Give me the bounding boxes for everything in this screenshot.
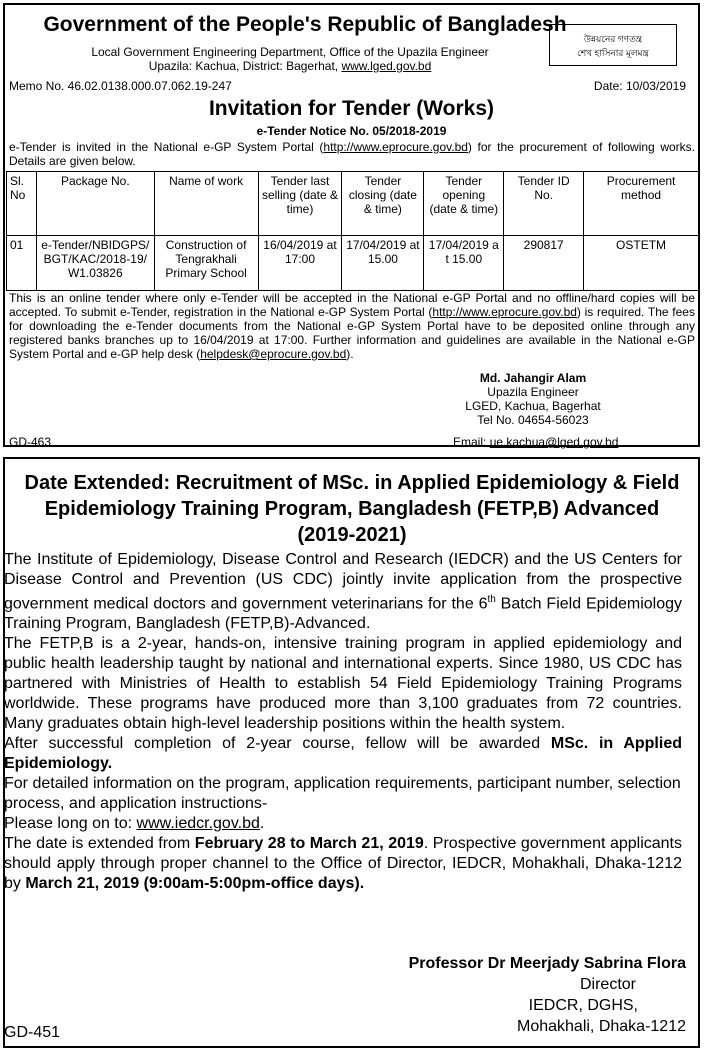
recruitment-signatory — [409, 953, 686, 1037]
table-header: Package No. — [36, 172, 154, 236]
intro-text-b: ) for the procurement of following works. Details are given below. — [9, 140, 695, 168]
table-cell: e-Tender/NBIDGPS/ BGT/KAC/2018-19/W1.03826 — [36, 236, 154, 291]
eprocure-link[interactable]: http://www.eprocure.gov.bd — [323, 140, 468, 154]
recruitment-body — [4, 550, 682, 894]
p3-text: After successful completion of 2-year course, fellow will be awarded — [4, 735, 551, 753]
table-header: Tender closing (date & time) — [342, 172, 424, 236]
extended-dates: February 28 to March 21, 2019 — [194, 835, 424, 853]
government-title: Government of the People's Republic of Bangladesh — [43, 13, 567, 36]
p5-text: Please long on to: — [4, 815, 137, 833]
paragraph — [4, 814, 682, 834]
tender-table — [6, 171, 699, 291]
tender-signatory — [453, 371, 613, 427]
notice-date: Date: 10/03/2019 — [593, 79, 686, 93]
paragraph: For detailed information on the program, application requirements, participant number, selection process, and application instructions- — [4, 775, 681, 813]
table-cell: OSTETM — [584, 236, 699, 291]
table-cell: 01 — [7, 236, 37, 291]
signatory-tel: Tel No. 04654-56023 — [477, 413, 589, 427]
table-header: Tender ID No. — [504, 172, 584, 236]
terms-text-c: ). — [346, 347, 354, 361]
degree-name: MSc. in Applied Epidemiology. — [4, 735, 682, 773]
signatory-org: IEDCR, DGHS, — [528, 997, 638, 1014]
intro-text-a: e-Tender is invited in the National e-GP System Portal ( — [9, 140, 324, 154]
memo-number: Memo No. 46.02.0138.000.07.062.19-247 — [9, 79, 232, 93]
lged-website-link[interactable]: www.lged.gov.bd — [341, 59, 432, 73]
paragraph — [4, 734, 682, 774]
signatory-address: Mohakhali, Dhaka-1212 — [517, 1018, 686, 1035]
eprocure-link[interactable]: http://www.eprocure.gov.bd — [432, 305, 577, 319]
terms-text-a: This is an online tender where only e-Tender will be accepted in the National e-GP Portal and no offline/hard copies will be accepted. To submit e-Tender, registration in the National e-GP System Portal ( — [9, 291, 695, 319]
signatory-email — [453, 435, 618, 449]
slogan-line-2: শেখ হাসিনার মূলমন্ত্র — [577, 48, 649, 58]
email-link[interactable]: ue.kachua@lged.gov.bd — [489, 435, 619, 449]
table-header: Procurement method — [584, 172, 699, 236]
table-cell: 16/04/2019 at 17:00 — [258, 236, 342, 291]
table-header: Tender last selling (date & time) — [258, 172, 342, 236]
tender-notice-ad — [3, 3, 700, 447]
signatory-title: Director — [579, 976, 636, 993]
paragraph — [4, 834, 682, 894]
tender-terms-paragraph — [9, 291, 695, 361]
notice-number: e-Tender Notice No. 05/2018-2019 — [256, 124, 447, 138]
terms-text-b: ) is required. The fees for downloading the e-Tender documents from the National e-GP System Portal have to be deposited online through any registered banks branches up to 16/04/2019 at 17:00. Further information and guidelines are available in the National e-GP System Portal and e-GP help desk ( — [9, 305, 695, 361]
slogan-line-1: উন্নয়নের গণতন্ত্র — [583, 34, 643, 44]
slogan-box — [549, 24, 677, 66]
table-cell: 17/04/2019 at 15.00 — [424, 236, 504, 291]
table-cell: 290817 — [504, 236, 584, 291]
deadline: March 21, 2019 (9:00am-5:00pm-office days). — [25, 875, 365, 893]
p1-superscript: th — [487, 594, 496, 605]
intro-paragraph — [9, 140, 695, 168]
p5-period: . — [259, 815, 265, 833]
department-line: Local Government Engineering Department, Office of the Upazila Engineer — [91, 45, 489, 59]
recruitment-title: Date Extended: Recruitment of MSc. in Applied Epidemiology & Field Epidemiology Training Program, Bangladesh (FETP,B) Advanced (2019-2021) — [24, 472, 680, 546]
paragraph — [4, 550, 682, 634]
email-label: Email: — [453, 435, 490, 449]
table-header: Tender opening (date & time) — [424, 172, 504, 236]
signatory-name: Md. Jahangir Alam — [479, 371, 587, 385]
ad-code: GD-463 — [9, 435, 52, 449]
p6-text-a: The date is extended from — [4, 835, 195, 853]
signatory-title: Upazila Engineer — [487, 385, 579, 399]
signatory-name: Professor Dr Meerjady Sabrina Flora — [408, 955, 686, 972]
ad-code: GD-451 — [4, 1024, 61, 1041]
address-line — [5, 59, 575, 73]
table-cell: Construction of Tengrakhali Primary School — [154, 236, 258, 291]
helpdesk-email-link[interactable]: helpdesk@eprocure.gov.bd — [200, 347, 347, 361]
p1-text-a: The Institute of Epidemiology, Disease Control and Research (IEDCR) and the US Centers for Disease Control and Prevention (US CDC) jointly invite application from the prospective government medical doctors and government veterinarians for the 6 — [4, 551, 682, 613]
invitation-title: Invitation for Tender (Works) — [208, 97, 495, 120]
table-header: Name of work — [154, 172, 258, 236]
signatory-office: LGED, Kachua, Bagerhat — [465, 399, 601, 413]
p6-text-c: . Prospective government applicants should apply through proper channel to the Office of Director, IEDCR, Mohakhali, Dhaka-1212 by — [4, 835, 683, 893]
table-cell: 17/04/2019 at 15.00 — [342, 236, 424, 291]
paragraph: The FETP,B is a 2-year, hands-on, intensive training program in applied epidemiology and public health leadership taught by national and international experts. Since 1980, US CDC has partnered with Ministries of Health to establish 54 Field Epidemiology Training Programs worldwide. These programs have produced more than 3,100 graduates from 72 countries. Many graduates obtain high-level leadership positions within the health system. — [4, 635, 682, 733]
iedcr-website-link[interactable]: www.iedcr.gov.bd — [136, 815, 260, 833]
table-header-row — [7, 172, 699, 236]
table-row — [7, 236, 699, 291]
table-header: Sl. No — [7, 172, 37, 236]
address-text: Upazila: Kachua, District: Bagerhat, — [148, 59, 342, 73]
p1-text-b: Batch Field Epidemiology Training Program, Bangladesh (FETP,B)-Advanced. — [4, 595, 682, 633]
